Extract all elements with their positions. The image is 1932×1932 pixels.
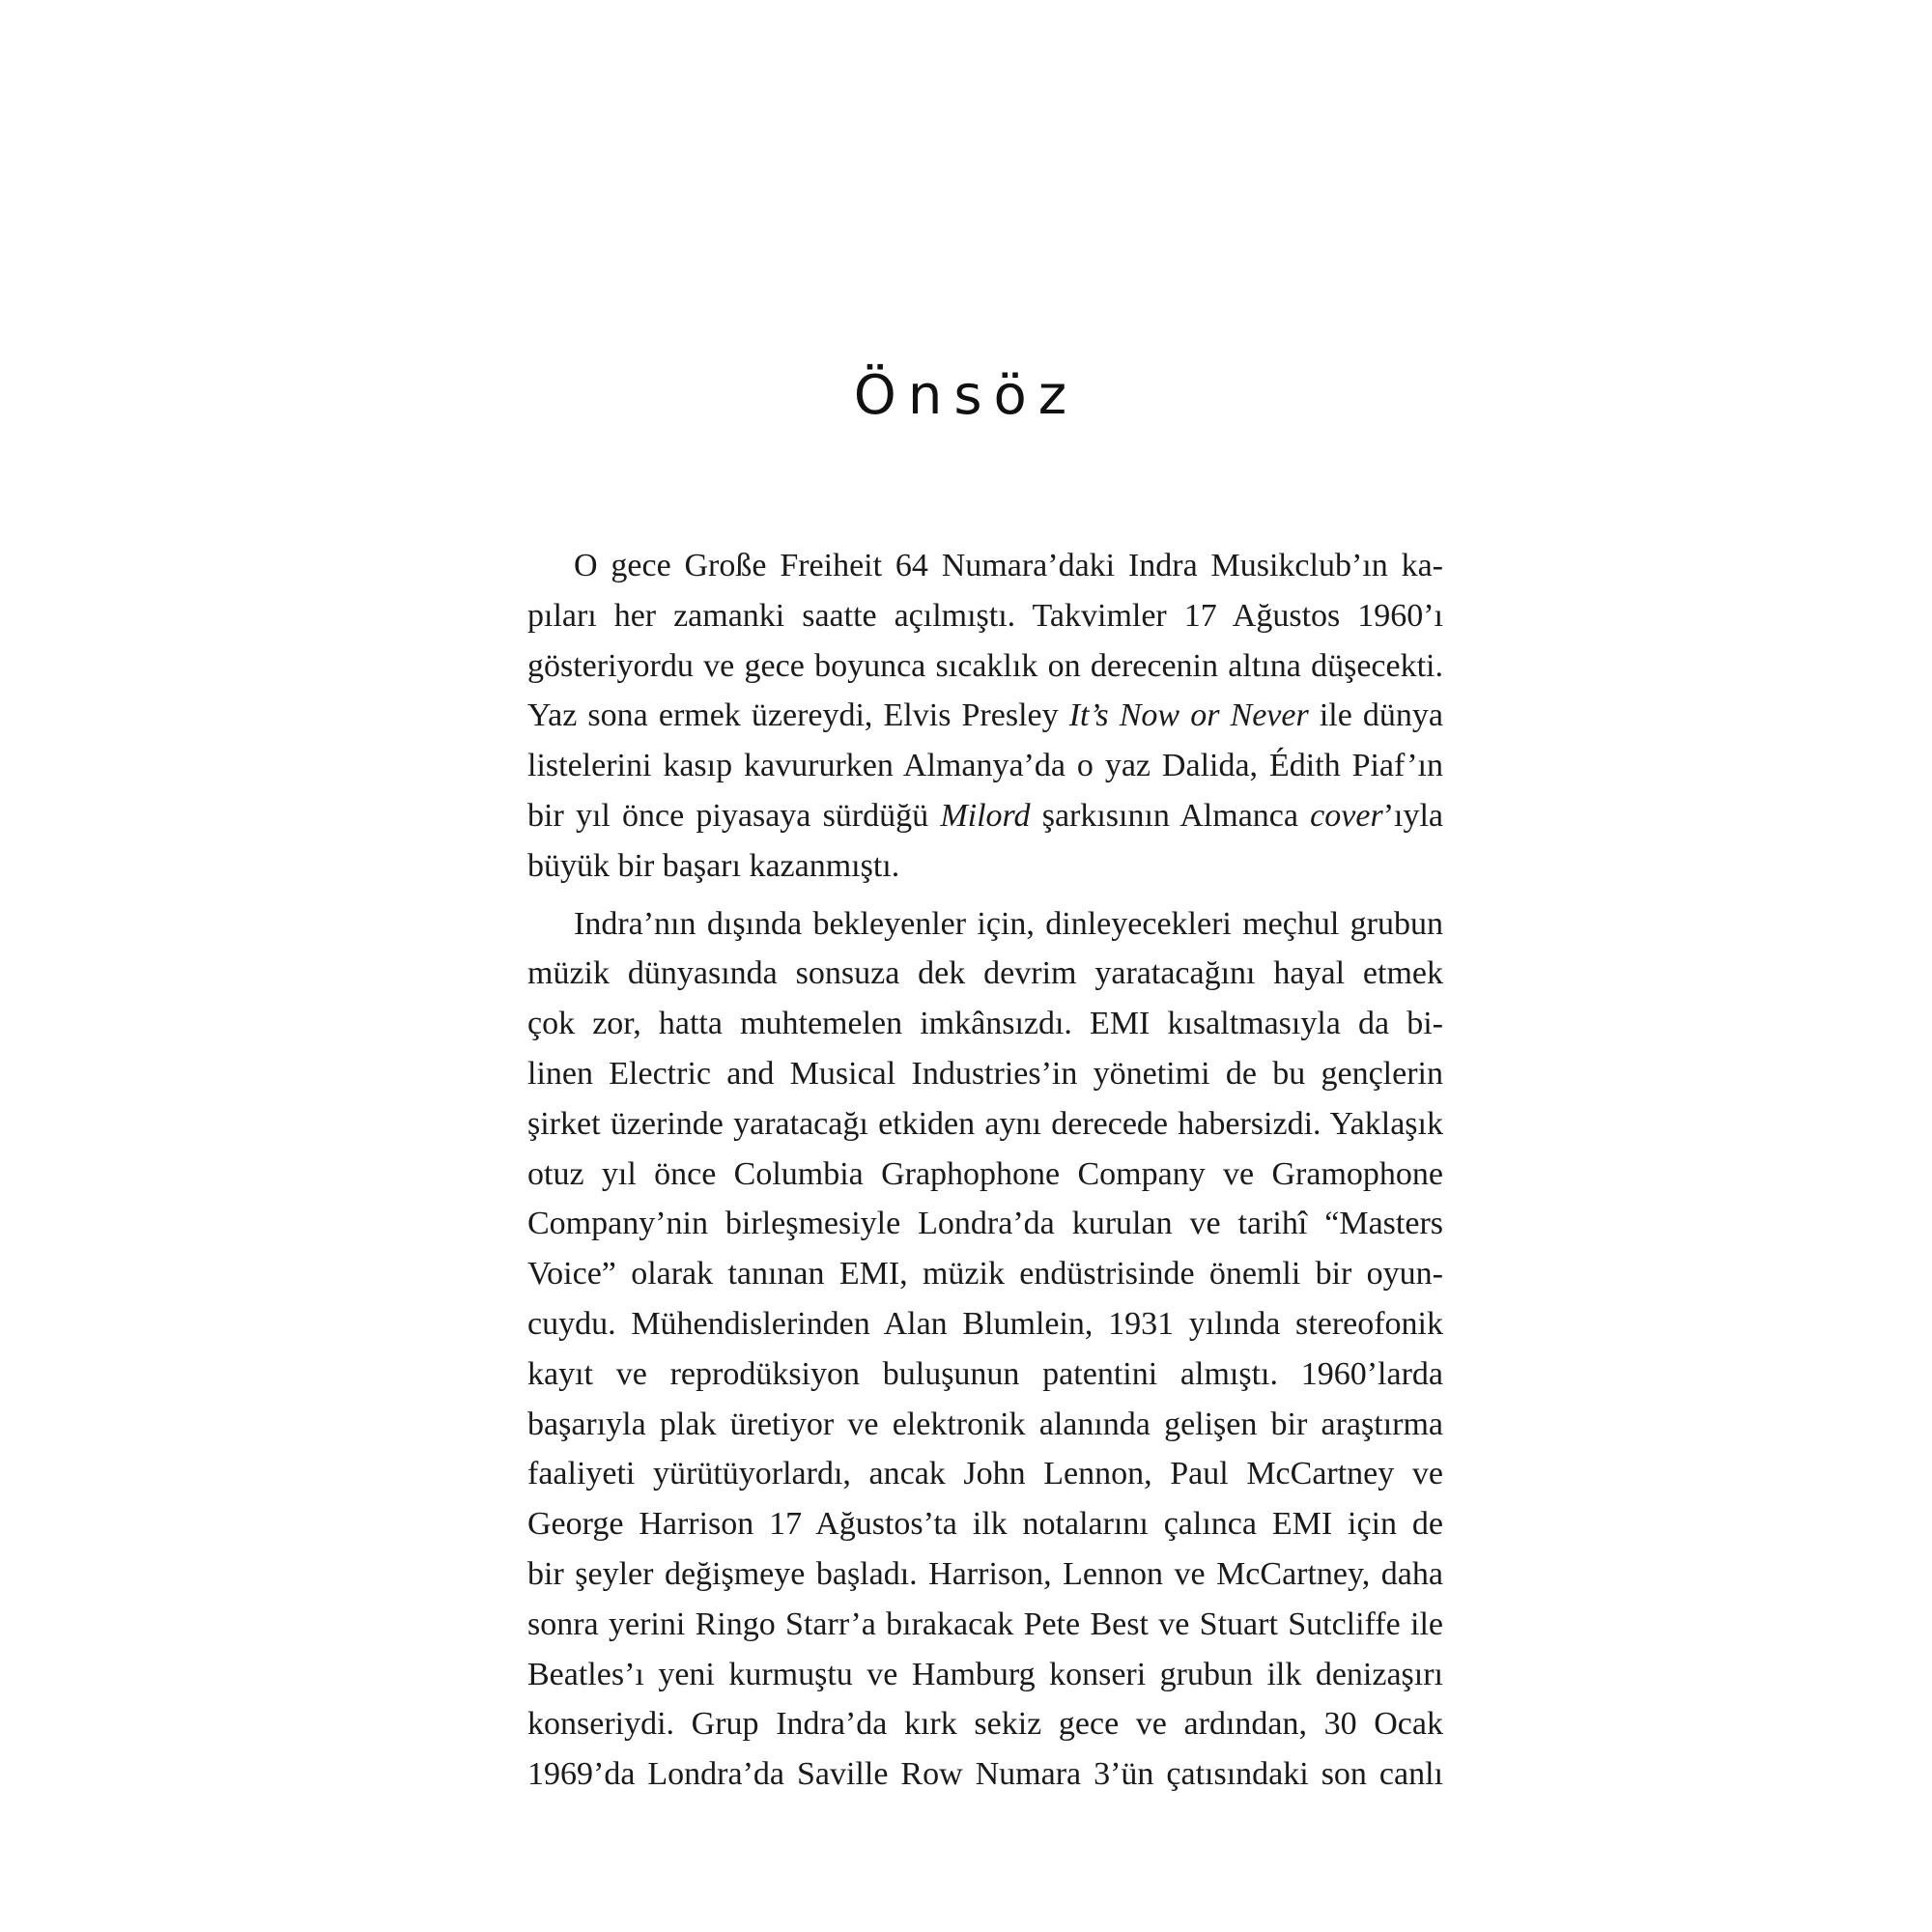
- text-line: Company’nin birleşmesiyle Londra’da kurulan ve tarihî “Masters: [527, 1206, 1443, 1242]
- text-line: büyük bir başarı kazanmıştı.: [527, 847, 900, 884]
- text-line: George Harrison 17 Ağustos’ta ilk notalarını çalınca EMI için de: [527, 1506, 1443, 1543]
- text-line: çok zor, hatta muhtemelen imkânsızdı. EMI kısaltmasıyla da bi-: [527, 1006, 1443, 1042]
- text-line: linen Electric and Musical Industries’in yönetimi de bu gençlerin: [527, 1055, 1443, 1092]
- text-line: gösteriyordu ve gece boyunca sıcaklık on derecenin altına düşecekti.: [527, 647, 1443, 684]
- text-line: müzik dünyasında sonsuza dek devrim yaratacağını hayal etmek: [527, 955, 1443, 992]
- chapter-title: Önsöz: [853, 364, 1079, 427]
- text-line: başarıyla plak üretiyor ve elektronik alanında gelişen bir araştırma: [527, 1406, 1443, 1442]
- text-line: kayıt ve reprodüksiyon buluşunun patentini almıştı. 1960’larda: [527, 1355, 1443, 1392]
- text-line: sonra yerini Ringo Starr’a bırakacak Pete Best ve Stuart Sutcliffe ile: [527, 1605, 1443, 1642]
- paragraph-2: [527, 899, 1443, 1800]
- text-line: konseriydi. Grup Indra’da kırk sekiz gece ve ardından, 30 Ocak: [527, 1706, 1443, 1743]
- song-title-italic: It’s Now or Never: [1068, 697, 1309, 734]
- cover-italic: cover: [1310, 797, 1383, 834]
- text-line: O gece Große Freiheit 64 Numara’daki Indra Musikclub’ın ka-: [574, 548, 1443, 583]
- text-line: Indra’nın dışında bekleyenler için, dinleyecekleri meçhul grubun: [574, 905, 1443, 942]
- text-line: Yaz sona ermek üzereydi, Elvis Presley It’s Now or Never ile dünya: [527, 697, 1443, 734]
- text-line: faaliyeti yürütüyorlardı, ancak John Lennon, Paul McCartney ve: [527, 1456, 1443, 1492]
- song-title-italic: Milord: [940, 797, 1031, 834]
- text-line: otuz yıl önce Columbia Graphophone Company ve Gramophone: [527, 1155, 1443, 1192]
- text-line: cuydu. Mühendislerinden Alan Blumlein, 1931 yılında stereofonik: [527, 1305, 1443, 1342]
- text-line: Beatles’ı yeni kurmuştu ve Hamburg konseri grubun ilk denizaşırı: [527, 1656, 1443, 1692]
- text-line: pıları her zamanki saatte açılmıştı. Takvimler 17 Ağustos 1960’ı: [527, 597, 1443, 634]
- paragraph-1: [527, 541, 1443, 892]
- text-line: bir yıl önce piyasaya sürdüğü Milord şarkısının Almanca cover’ıyla: [527, 797, 1443, 834]
- text-line: şirket üzerinde yaratacağı etkiden aynı derecede habersizdi. Yaklaşık: [527, 1105, 1443, 1142]
- text-line: Voice” olarak tanınan EMI, müzik endüstrisinde önemli bir oyun-: [527, 1256, 1443, 1293]
- text-line: 1969’da Londra’da Saville Row Numara 3’ün çatısındaki son canlı: [527, 1756, 1443, 1793]
- text-line: bir şeyler değişmeye başladı. Harrison, Lennon ve McCartney, daha: [527, 1555, 1443, 1592]
- text-line: listelerini kasıp kavururken Almanya’da o yaz Dalida, Édith Piaf’ın: [527, 748, 1443, 784]
- body-text: [527, 541, 1443, 1800]
